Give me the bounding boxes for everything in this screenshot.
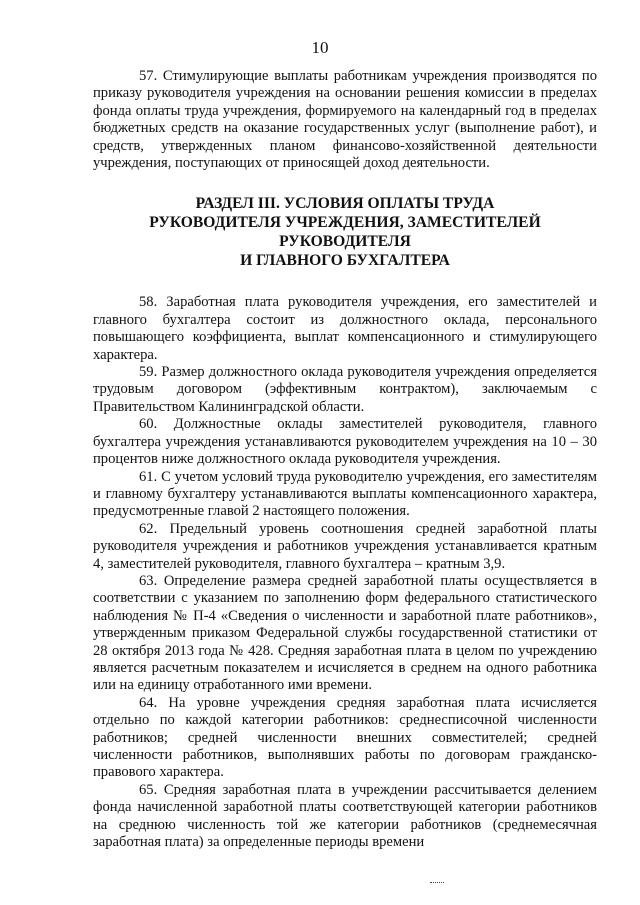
paragraph-64: 64. На уровне учреждения средняя заработная плата исчисляется отдельно по каждой категории работников: среднесписочной численности работников; средней численности внешних совместителей; средней численности работников, выполнявших работы по договорам гражданско-правового характера.: [93, 694, 597, 781]
section-heading-line-1: РАЗДЕЛ III. УСЛОВИЯ ОПЛАТЫ ТРУДА: [195, 195, 495, 213]
paragraph-59: 59. Размер должностного оклада руководителя учреждения определяется трудовым договором (эффективным контрактом), заключаемым с Правительством Калининградской области.: [93, 364, 597, 415]
page-number: 10: [311, 38, 329, 57]
paragraph-63: 63. Определение размера средней заработной платы осуществляется в соответствии с указанием по заполнению форм федерального статистического наблюдения № П-4 «Сведения о численности и заработной плате работников», утвержденным приказом Федеральной службы государственной статистики от 28 октября 2013 года № 428. Средняя заработная плата в целом по учреждению является расчетным показателем и исчисляется в среднем на одного работника или на единицу отработанного ими времени.: [93, 572, 597, 694]
scan-artifact-mark: [430, 882, 444, 887]
paragraph-60: 60. Должностные оклады заместителей руководителя, главного бухгалтера учреждения устанавливаются руководителем учреждения на 10 – 30 процентов ниже должностного оклада руководителя учреждения.: [93, 416, 597, 468]
section-heading-line-3: И ГЛАВНОГО БУХГАЛТЕРА: [240, 252, 450, 270]
document-body: [93, 68, 597, 851]
paragraph-62: 62. Предельный уровень соотношения средней заработной платы руководителя учреждения и работников учреждения устанавливается кратным 4, заместителей руководителя, главного бухгалтера – кратным 3,9.: [93, 520, 597, 572]
paragraph-61: 61. С учетом условий труда руководителю учреждения, его заместителям и главному бухгалтеру устанавливаются выплаты компенсационного характера, предусмотренные главой 2 настоящего положения.: [93, 468, 597, 520]
section-heading-line-2: РУКОВОДИТЕЛЯ УЧРЕЖДЕНИЯ, ЗАМЕСТИТЕЛЕЙ РУКОВОДИТЕЛЯ: [149, 214, 541, 251]
paragraph-65: 65. Средняя заработная плата в учреждении рассчитывается делением фонда начисленной заработной платы соответствующей категории работников на среднюю численность той же категории работников (среднемесячная заработная плата) за определенные периоды времени: [93, 781, 597, 851]
section-heading: [93, 194, 597, 270]
paragraph-58: 58. Заработная плата руководителя учреждения, его заместителей и главного бухгалтера состоит из должностного оклада, персонального повышающего коэффициента, выплат компенсационного и стимулирующего характера.: [93, 294, 597, 363]
paragraph-57: 57. Стимулирующие выплаты работникам учреждения производятся по приказу руководителя учреждения на основании решения комиссии в пределах фонда оплаты труда учреждения, формируемого на календарный год в пределах бюджетных средств на оказание государственных услуг (выполнение работ), и средств, утвержденных планом финансово-хозяйственной деятельности учреждения, поступающих от приносящей доход деятельности.: [93, 68, 597, 172]
